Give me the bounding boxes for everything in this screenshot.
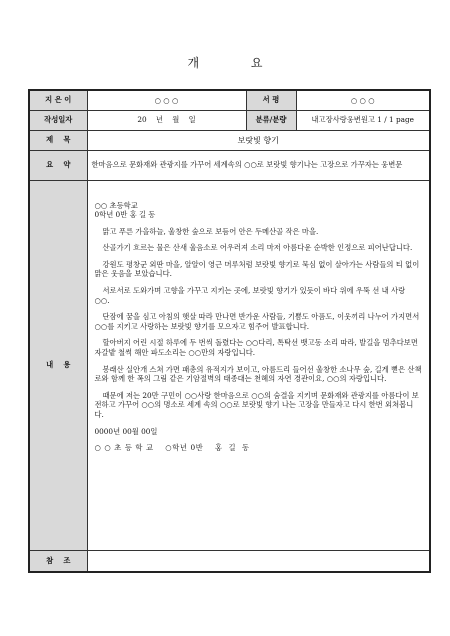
content-paragraph: 봉래산 실안개 스쳐 가면 패총의 유적지가 보이고, 아름드리 들어선 울창한 소나무 숲, 길게 뻗은 산책로와 함께 한 폭의 그림 같은 기암절벽의 태종대는 천혜의 자연 경관이요, ○○의 자랑입니다. xyxy=(94,364,422,384)
student-name: 0학년 0반 홍 길 동 xyxy=(94,210,156,220)
author-value: ○ ○ ○ xyxy=(87,90,246,110)
content-label: 내 용 xyxy=(29,180,87,550)
document-title: 개 요 xyxy=(187,56,287,70)
subject-label: 제 목 xyxy=(29,130,87,150)
summary-value: 한마음으로 문화재와 관광지를 가꾸어 세계속의 ○○로 보랏빛 향기나는 고장으로 가꾸자는 웅변문 xyxy=(87,150,430,180)
reviewer-label: 서 평 xyxy=(246,90,296,110)
category-label: 분류/분량 xyxy=(246,110,296,130)
school-name: ○○ 초등학교 xyxy=(94,200,138,210)
signature: ○ ○ 초 등 학 교 ○학년 0반 홍 길 동 xyxy=(94,443,250,453)
content-paragraph: 할아버지 어린 시절 하루에 두 번씩 돌렸다는 ○○다리, 톡탁선 뱃고동 소리 따라, 발길을 멈추다보면 자갈밭 철썩 해안 파도소리는 ○○만의 자랑입니다. xyxy=(94,338,418,358)
reference-value xyxy=(87,550,430,572)
reviewer-value: ○ ○ ○ xyxy=(296,90,430,110)
content-paragraph: 산골가기 흐르는 물은 산새 울음소로 어우러져 소리 마저 아름다운 순박한 인정으로 피어난답니다. xyxy=(102,243,413,253)
content-body xyxy=(87,180,430,550)
category-value: 내고장사랑웅변원고 1 / 1 page xyxy=(296,110,430,130)
content-date: 0000년 00월 00일 xyxy=(94,426,158,436)
content-paragraph: 강원도 평창군 외딴 마을, 알알이 영근 머루처럼 보랏빛 향기로 묵심 없이 살아가는 사람들의 티 없이 맑은 웃음을 보았습니다. xyxy=(94,259,420,279)
subject-value: 보랏빛 향기 xyxy=(87,130,430,150)
author-label: 지 은 이 xyxy=(29,90,87,110)
summary-label: 요 약 xyxy=(29,150,87,180)
content-paragraph: 때문에 저는 20만 구민이 ○○사랑 한마음으로 ○○의 숨결을 지키며 문화재와 관광지를 아름다이 보전하고 가꾸어 ○○의 명소로 세계 속의 ○○로 보랏빛 향기 나는 고장을 만들자고 다시 한번 외쳐봅니다. xyxy=(94,390,419,419)
reference-label: 참 조 xyxy=(29,550,87,572)
content-paragraph: 맑고 푸른 가을하늘, 울창한 숲으로 보듬어 안은 두메산골 작은 마을. xyxy=(102,226,319,236)
content-paragraph: 단잠에 꿈을 심고 아침의 햇살 따라 만나면 반가운 사람들, 기쁨도 아픔도, 이웃끼리 나누어 가지면서 ○○를 지키고 사랑하는 보랏빛 향기를 모으자고 힘주어 발표합니다. xyxy=(94,312,420,331)
date-label: 작성일자 xyxy=(29,110,87,130)
date-value: 20 년 월 일 xyxy=(87,110,246,130)
content-paragraph: 서로서로 도와가며 고향을 가꾸고 지키는 곳에, 보랏빛 향기가 있듯이 바다 위에 우뚝 선 내 사랑 ○○. xyxy=(94,286,406,305)
overview-form xyxy=(28,89,431,573)
